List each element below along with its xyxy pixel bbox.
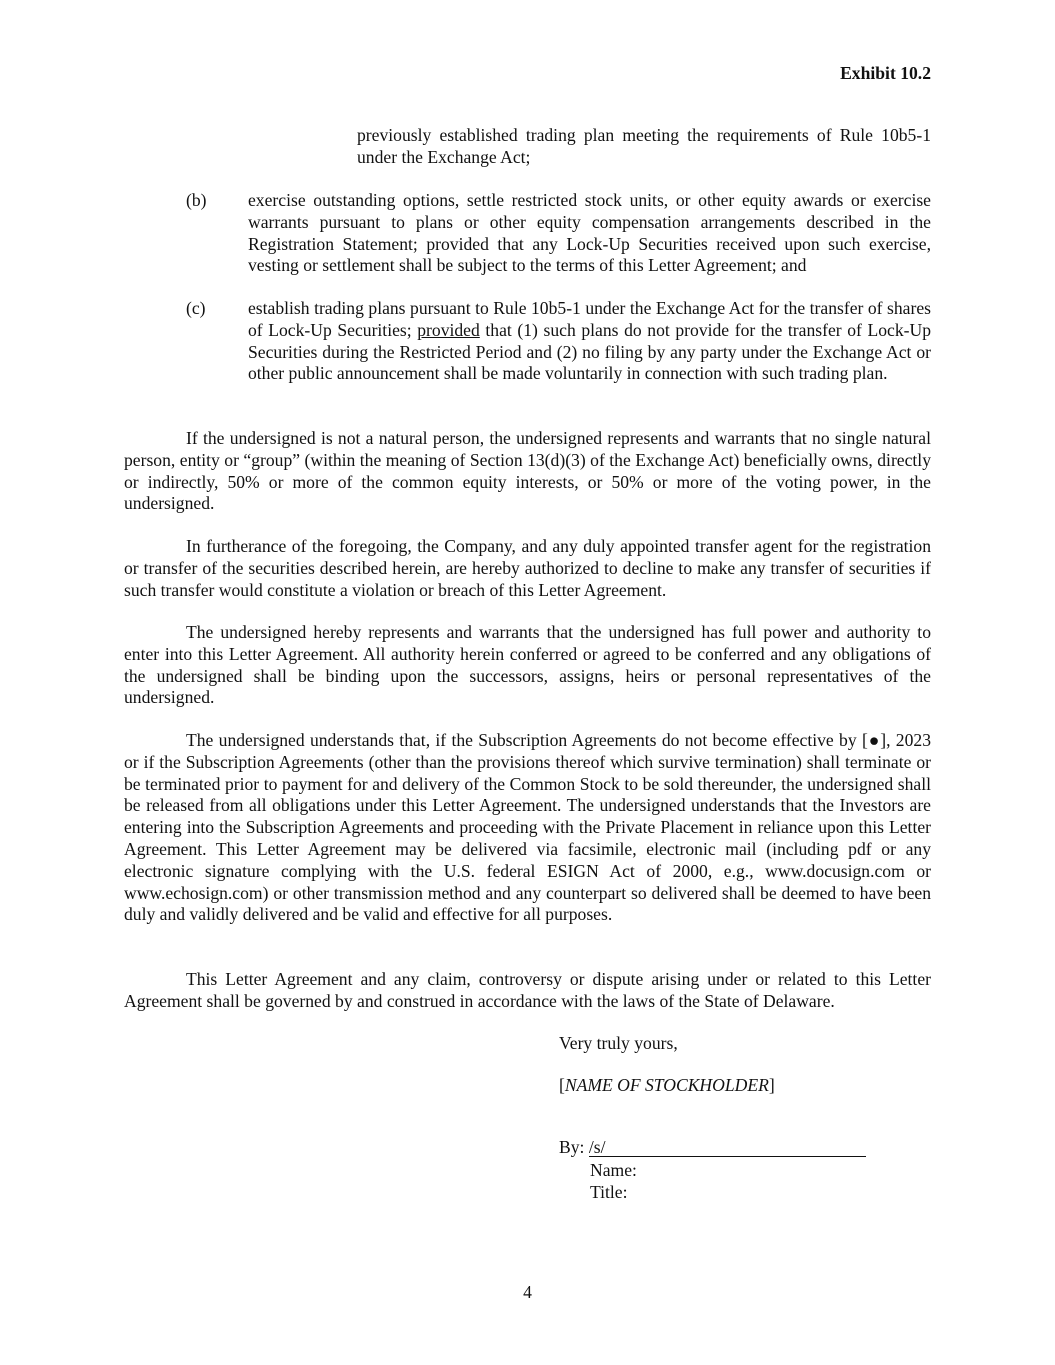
- item-text: establish trading plans pursuant to Rule 10b5-1 under the Exchange Act for the transfer of shares of Lock-Up Securities; provided that (1) such plans do not provide for the transfer of Lock-Up Securities during the Restricted Period and (2) no filing by any party under the Exchange Act or other public announcement shall be made voluntarily in connection with such trading plan.: [248, 298, 932, 384]
- title-label: Title:: [590, 1182, 628, 1202]
- paragraph-termination: The undersigned understands that, if the Subscription Agreements do not become effective by [●], 2023 or if the Subscription Agreements (other than the provisions thereof which survive termination) shall terminate or be terminated prior to payment for and delivery of the Common Stock to be sold thereunder, the undersigned shall be released from all obligations under this Letter Agreement. The undersigned understands that the Investors are entering into the Subscription Agreements and proceeding with the Private Placement in reliance upon this Letter Agreement. This Letter Agreement may be delivered via facsimile, electronic mail (including pdf or any electronic signature complying with the U.S. federal ESIGN Act of 2000, e.g., www.docusign.com or www.echosign.com) or other transmission method and any counterpart so delivered shall be deemed to have been duly and validly delivered and be valid and effective for all purposes.: [124, 730, 931, 925]
- exhibit-label: Exhibit 10.2: [840, 63, 931, 83]
- paragraph-authority: The undersigned hereby represents and warrants that the undersigned has full power and authority to enter into this Letter Agreement. All authority herein conferred or agreed to be conferred and any obligations of the undersigned shall be binding upon the successors, assigns, heirs or personal representatives of the undersigned.: [124, 622, 931, 708]
- paragraph-natural-person: If the undersigned is not a natural person, the undersigned represents and warrants that no single natural person, entity or “group” (within the meaning of Section 13(d)(3) of the Exchange Act) beneficially owns, directly or indirectly, 50% or more of the common equity interests, or 50% or more of the voting power, in the undersigned.: [124, 428, 931, 514]
- continued-clause: previously established trading plan meeting the requirements of Rule 10b5-1 under the Exchange Act;: [357, 125, 931, 167]
- item-label: (c): [186, 298, 206, 318]
- name-label: Name:: [590, 1160, 637, 1180]
- provided-underlined: provided: [417, 319, 480, 340]
- signature-field: /s/: [589, 1138, 866, 1157]
- list-item-b: [186, 190, 931, 277]
- closing: Very truly yours,: [559, 1033, 678, 1053]
- page-number: 4: [523, 1282, 532, 1302]
- stockholder-name-placeholder: [NAME OF STOCKHOLDER]: [559, 1075, 775, 1095]
- item-label: (b): [186, 190, 207, 210]
- signature-line: [559, 1137, 866, 1159]
- paragraph-furtherance: In furtherance of the foregoing, the Company, and any duly appointed transfer agent for the registration or transfer of the securities described herein, are hereby authorized to decline to make any transfer of securities if such transfer would constitute a violation or breach of this Letter Agreement.: [124, 536, 931, 600]
- paragraph-governing-law: This Letter Agreement and any claim, controversy or dispute arising under or related to this Letter Agreement shall be governed by and construed in accordance with the laws of the State of Delaware.: [124, 969, 931, 1011]
- list-item-c: [186, 298, 931, 385]
- by-label: By:: [559, 1137, 585, 1157]
- item-text: exercise outstanding options, settle restricted stock units, or other equity awards or exercise warrants pursuant to plans or other equity compensation arrangements described in the Registration Statement; provided that any Lock-Up Securities received upon such exercise, vesting or settlement shall be subject to the terms of this Letter Agreement; and: [248, 190, 931, 276]
